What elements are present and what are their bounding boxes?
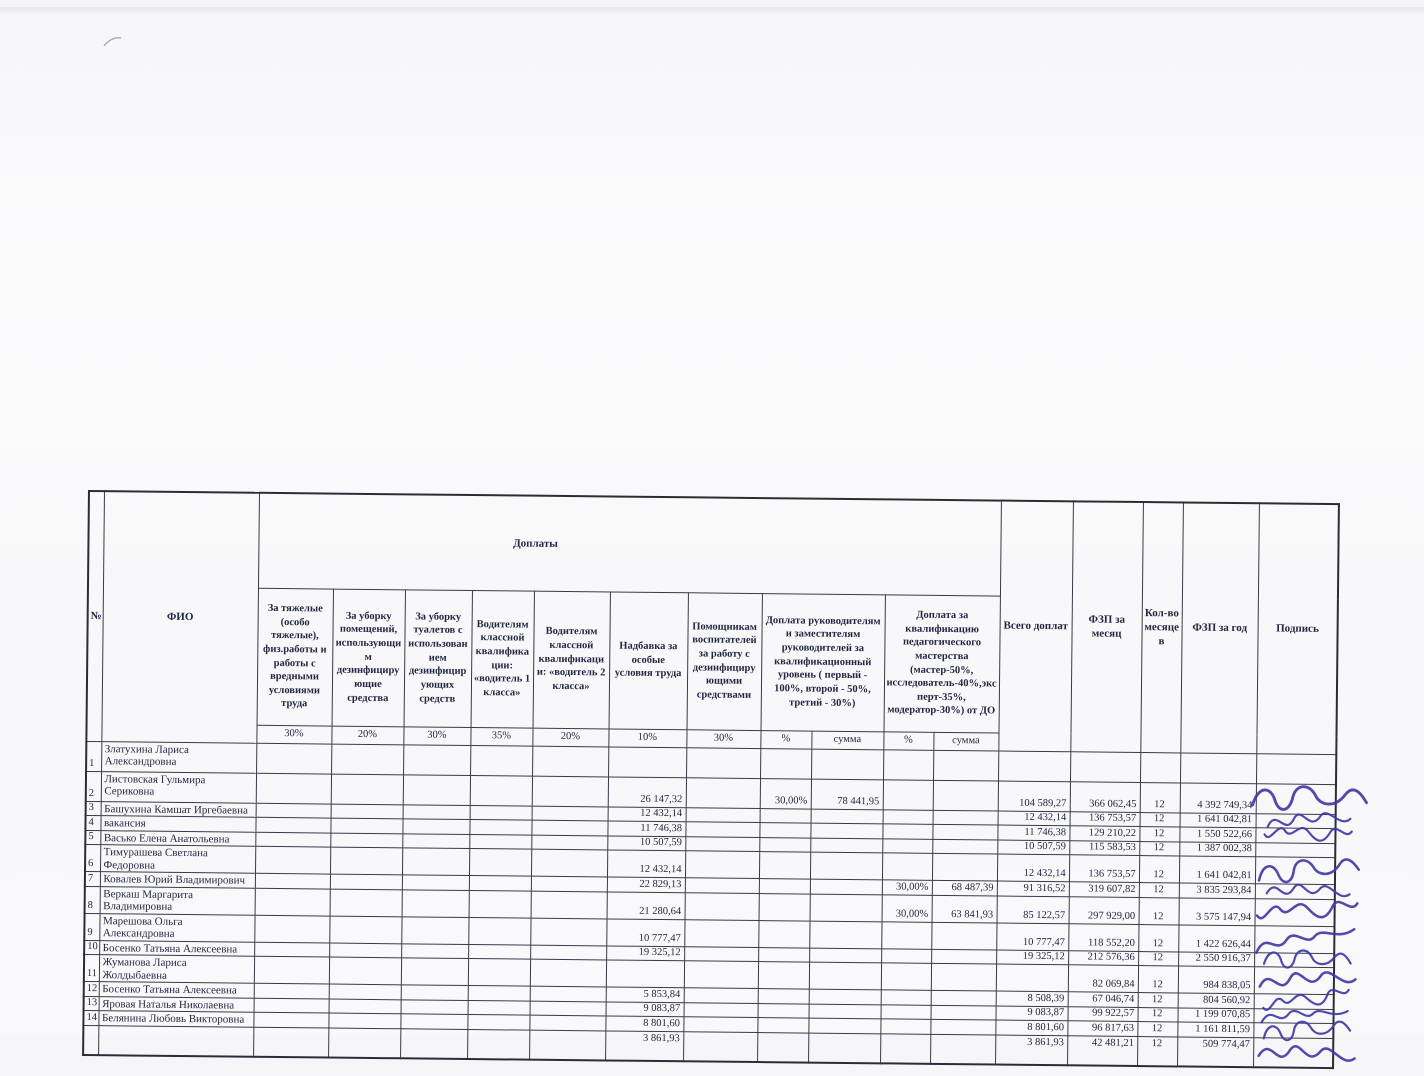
value-cell — [759, 879, 810, 894]
value-cell — [469, 890, 531, 918]
value-cell: 12 — [1139, 841, 1179, 856]
value-cell: 12 — [1140, 812, 1180, 827]
value-cell — [1180, 752, 1256, 783]
value-cell — [683, 1031, 757, 1062]
signature-cell — [1255, 828, 1335, 843]
value-cell: 30,00% — [882, 880, 932, 895]
value-cell — [468, 986, 530, 1001]
row-num: 8 — [85, 886, 100, 913]
value-cell — [254, 983, 329, 998]
row-num: 5 — [85, 830, 100, 845]
value-cell — [530, 1001, 606, 1016]
value-cell — [529, 1015, 605, 1030]
value-cell: 11 746,38 — [997, 825, 1069, 840]
row-num: 13 — [84, 996, 99, 1011]
value-cell: 10 777,47 — [606, 918, 684, 946]
value-cell: 99 922,57 — [1068, 1006, 1138, 1021]
value-cell: 3 861,93 — [995, 1035, 1067, 1066]
value-cell — [256, 743, 331, 774]
value-cell: 319 607,82 — [1069, 882, 1139, 897]
value-cell — [401, 999, 468, 1014]
value-cell: 63 841,93 — [932, 895, 997, 923]
value-cell — [809, 948, 881, 963]
value-cell — [256, 773, 331, 804]
value-cell: 8 508,39 — [996, 991, 1068, 1006]
value-cell — [328, 1013, 400, 1028]
value-cell — [686, 777, 760, 808]
value-cell: 129 210,22 — [1069, 826, 1139, 841]
payroll-table — [82, 490, 1340, 1069]
value-cell — [758, 962, 809, 990]
value-cell: 10 507,59 — [607, 835, 685, 850]
value-cell — [931, 922, 996, 950]
row-name: Веркаш Маргарита Владимировна — [100, 886, 255, 915]
value-cell — [685, 851, 759, 879]
value-cell: 68 487,39 — [932, 880, 997, 895]
header-hard-work: За тяжелые (особо тяжелые), физ.работы и работы с вредными условиями труда — [257, 588, 333, 726]
value-cell — [330, 874, 402, 889]
row-num: 6 — [85, 844, 100, 871]
value-cell — [532, 806, 608, 821]
value-cell — [467, 1015, 529, 1030]
value-cell: 3 835 293,84 — [1179, 883, 1255, 898]
value-cell — [759, 837, 810, 852]
value-cell: 30,00% — [760, 778, 811, 809]
value-cell — [757, 1018, 808, 1033]
value-cell — [758, 1003, 809, 1018]
value-cell — [329, 999, 401, 1014]
pen-mark — [103, 36, 123, 49]
value-cell — [255, 817, 330, 832]
row-num: 3 — [86, 801, 101, 816]
value-cell: 3 575 147,94 — [1179, 897, 1255, 925]
value-cell — [469, 834, 531, 849]
value-cell — [402, 819, 469, 834]
row-num: 7 — [85, 871, 100, 886]
value-cell — [930, 1019, 995, 1034]
percent-header: 10% — [608, 728, 686, 747]
value-cell — [470, 745, 532, 776]
value-cell: 12 — [1138, 951, 1178, 966]
value-cell: 104 589,27 — [998, 781, 1070, 812]
percent-header: % — [883, 731, 933, 750]
value-cell: 30,00% — [882, 894, 932, 922]
row-name: Жуманова Лариса Жолдыбаевна — [99, 955, 254, 984]
row-name: Марешова Ольга Александровна — [99, 913, 254, 942]
value-cell: 5 853,84 — [606, 987, 684, 1002]
value-cell: 12 — [1138, 924, 1178, 951]
value-cell — [810, 879, 882, 894]
row-name: Васько Елена Анатольевна — [100, 830, 255, 846]
value-cell — [809, 962, 881, 990]
value-cell: 12 — [1139, 883, 1179, 898]
value-cell — [331, 744, 403, 775]
row-name: Белянина Любовь Викторовна — [98, 1011, 253, 1027]
value-cell: 366 062,45 — [1070, 781, 1140, 812]
value-cell — [882, 853, 932, 881]
row-num: 14 — [83, 1010, 98, 1025]
value-cell — [684, 988, 758, 1003]
header-months-count: Кол-во месяцев — [1140, 502, 1183, 752]
value-cell: 12 — [1139, 827, 1179, 842]
header-managers-qualification: Доплата руководителям и заместителям руководителей за квалификационный уровень ( первый - 100%, второй - 50%, третий - 30%) — [761, 593, 885, 731]
value-cell — [254, 942, 329, 957]
row-num: 2 — [86, 771, 101, 801]
table-body — [83, 741, 1336, 1068]
value-cell: 11 746,38 — [607, 821, 685, 836]
value-cell — [402, 848, 469, 876]
value-cell — [529, 1030, 605, 1061]
value-cell — [760, 748, 811, 779]
header-fio: ФИО — [101, 491, 259, 743]
value-cell — [531, 849, 607, 877]
header-fzp-month: ФЗП за месяц — [1070, 501, 1143, 752]
value-cell: 8 801,60 — [605, 1016, 683, 1031]
value-cell: 3 861,93 — [605, 1030, 683, 1061]
value-cell: 85 122,57 — [997, 896, 1069, 924]
sum-header: сумма — [933, 732, 998, 751]
value-cell: 12 432,14 — [607, 850, 685, 878]
value-cell — [532, 746, 608, 777]
value-cell: 12 — [1137, 1036, 1177, 1066]
row-num — [83, 1025, 98, 1055]
value-cell — [684, 919, 758, 947]
value-cell — [931, 1005, 996, 1020]
value-cell — [880, 1019, 930, 1034]
row-name: Башухина Камшат Иргебаевна — [101, 801, 256, 817]
value-cell: 297 929,00 — [1069, 896, 1139, 924]
value-cell: 12 432,14 — [997, 854, 1069, 882]
value-cell: 1 422 626,44 — [1178, 924, 1254, 952]
value-cell — [808, 1033, 880, 1064]
value-cell: 12 — [1139, 897, 1179, 924]
percent-header: 35% — [470, 727, 532, 746]
value-cell — [400, 1014, 467, 1029]
value-cell — [467, 1029, 529, 1060]
value-cell — [811, 809, 883, 824]
value-cell — [402, 875, 469, 890]
row-name: Тимурашева Светлана Федоровна — [100, 845, 255, 874]
row-num: 11 — [84, 954, 99, 981]
value-cell — [468, 959, 530, 987]
value-cell — [809, 1004, 881, 1019]
header-total-doplat: Всего доплат — [998, 501, 1073, 752]
percent-header: 20% — [532, 728, 608, 747]
value-cell: 91 316,52 — [997, 881, 1069, 896]
value-cell — [329, 916, 401, 944]
value-cell: 1 387 002,38 — [1179, 841, 1255, 856]
value-cell: 136 753,57 — [1069, 855, 1139, 883]
value-cell — [253, 1012, 328, 1027]
value-cell — [810, 823, 882, 838]
percent-header: 20% — [331, 726, 403, 745]
value-cell — [403, 774, 470, 805]
row-name: Босенко Татьяна Алексеевна — [99, 982, 254, 998]
value-cell — [881, 963, 931, 991]
value-cell — [468, 917, 530, 945]
value-cell: 1 641 042,81 — [1179, 856, 1255, 884]
value-cell: 1 550 522,66 — [1179, 827, 1255, 842]
value-cell — [255, 846, 330, 874]
value-cell — [811, 749, 883, 780]
value-cell — [402, 889, 469, 917]
value-cell — [882, 824, 932, 839]
value-cell — [531, 835, 607, 850]
value-cell — [931, 990, 996, 1005]
value-cell — [685, 892, 759, 920]
value-cell: 10 777,47 — [996, 923, 1068, 951]
row-num: 12 — [84, 981, 99, 996]
value-cell — [403, 744, 470, 775]
value-cell — [401, 943, 468, 958]
row-num: 10 — [84, 940, 99, 955]
value-cell: 136 753,57 — [1070, 811, 1140, 826]
value-cell — [685, 878, 759, 893]
value-cell — [254, 915, 329, 943]
value-cell — [809, 921, 881, 949]
header-driver-class1: Водителям классной квалификации: «водитель 1 класса» — [471, 590, 534, 728]
value-cell — [469, 876, 531, 891]
value-cell: 19 325,12 — [606, 945, 684, 960]
row-name: вакансия — [100, 816, 255, 832]
value-cell — [403, 804, 470, 819]
value-cell — [882, 838, 932, 853]
value-cell: 21 280,64 — [607, 891, 685, 919]
value-cell: 9 083,87 — [606, 1001, 684, 1016]
value-cell — [684, 961, 758, 989]
value-cell — [685, 822, 759, 837]
value-cell — [808, 1018, 880, 1033]
value-cell: 96 817,63 — [1067, 1021, 1137, 1036]
value-cell — [880, 1033, 930, 1064]
value-cell — [759, 852, 810, 880]
value-cell: 12 432,14 — [608, 806, 686, 821]
value-cell — [883, 749, 933, 780]
value-cell — [254, 956, 329, 984]
value-cell — [329, 957, 401, 985]
value-cell: 42 481,21 — [1067, 1035, 1137, 1066]
value-cell — [759, 823, 810, 838]
value-cell — [930, 1034, 995, 1065]
percent-header: 30% — [403, 726, 470, 745]
value-cell — [683, 1017, 757, 1032]
value-cell — [606, 960, 684, 988]
header-driver-class2: Водителям классной квалификации: «водитель 2 класса» — [533, 591, 610, 729]
value-cell — [400, 1028, 467, 1059]
value-cell: 78 441,95 — [811, 779, 883, 810]
value-cell — [329, 943, 401, 958]
value-cell — [329, 984, 401, 999]
value-cell: 82 069,84 — [1068, 965, 1138, 993]
value-cell: 984 838,05 — [1178, 966, 1254, 994]
scan-artifact-band — [0, 7, 1424, 15]
value-cell — [255, 873, 330, 888]
header-fzp-year: ФЗП за год — [1180, 502, 1259, 753]
value-cell — [758, 989, 809, 1004]
sum-header: сумма — [811, 731, 883, 750]
value-cell — [810, 838, 882, 853]
value-cell — [401, 985, 468, 1000]
value-cell: 12 — [1138, 966, 1178, 993]
row-name: Златухина Лариса Александровна — [101, 741, 256, 773]
value-cell — [760, 808, 811, 823]
value-cell — [932, 853, 997, 881]
signature-cell — [1253, 1037, 1333, 1068]
header-pedagogical-mastery: Доплата за квалификацию педагогического мастерства (мастер-50%, исследователь-40%,эксперт-35%, модератор-30%) от ДО — [884, 594, 1001, 732]
row-num: 4 — [85, 815, 100, 830]
value-cell — [881, 948, 931, 963]
value-cell: 212 576,36 — [1068, 950, 1138, 965]
value-cell — [470, 775, 532, 806]
value-cell: 1 641 042,81 — [1180, 812, 1256, 827]
header-special-conditions: Надбавка за особые условия труда — [609, 591, 688, 729]
value-cell — [1070, 751, 1140, 782]
value-cell: 8 801,60 — [995, 1020, 1067, 1035]
value-cell: 12 — [1138, 993, 1178, 1008]
value-cell — [330, 889, 402, 917]
payroll-table-wrap — [82, 490, 1340, 1069]
value-cell — [996, 964, 1068, 992]
value-cell — [468, 944, 530, 959]
value-cell — [932, 824, 997, 839]
value-cell — [402, 833, 469, 848]
value-cell: 26 147,32 — [608, 776, 686, 807]
value-cell: 509 774,47 — [1177, 1036, 1253, 1067]
value-cell — [401, 958, 468, 986]
percent-header: 30% — [256, 725, 331, 744]
value-cell — [933, 810, 998, 825]
value-cell — [330, 818, 402, 833]
value-cell: 12 432,14 — [998, 811, 1070, 826]
value-cell — [470, 805, 532, 820]
value-cell — [468, 1000, 530, 1015]
header-cleaning-toilets: За уборку туалетов с использованием дезинфицирующих средств — [404, 589, 472, 727]
value-cell — [328, 1028, 400, 1059]
value-cell — [759, 893, 810, 921]
value-cell: 19 325,12 — [996, 950, 1068, 965]
value-cell — [758, 947, 809, 962]
value-cell: 118 552,20 — [1068, 923, 1138, 951]
value-cell: 4 392 749,34 — [1180, 782, 1256, 813]
value-cell — [686, 747, 760, 778]
value-cell — [809, 989, 881, 1004]
value-cell — [401, 916, 468, 944]
row-name — [98, 1025, 253, 1057]
value-cell — [254, 998, 329, 1013]
value-cell: 12 — [1137, 1022, 1177, 1037]
value-cell — [531, 891, 607, 919]
value-cell — [530, 918, 606, 946]
value-cell — [881, 990, 931, 1005]
value-cell — [931, 949, 996, 964]
row-name: Яровая Наталья Николаевна — [99, 996, 254, 1012]
value-cell: 67 046,74 — [1068, 992, 1138, 1007]
percent-header: 30% — [686, 729, 760, 748]
value-cell — [330, 847, 402, 875]
value-cell — [530, 986, 606, 1001]
value-cell — [531, 876, 607, 891]
value-cell — [331, 774, 403, 805]
value-cell — [255, 832, 330, 847]
value-cell — [256, 803, 331, 818]
value-cell — [469, 820, 531, 835]
header-no: № — [86, 491, 104, 741]
value-cell — [758, 920, 809, 948]
value-cell — [684, 1002, 758, 1017]
value-cell: 12 — [1139, 856, 1179, 883]
header-cleaning-rooms: За уборку помещений, использующим дезинфицирующие средства — [332, 589, 405, 727]
value-cell: 22 829,13 — [607, 877, 685, 892]
value-cell — [810, 852, 882, 880]
value-cell — [881, 921, 931, 949]
value-cell — [330, 833, 402, 848]
value-cell — [931, 963, 996, 991]
value-cell: 10 507,59 — [997, 840, 1069, 855]
row-num: 1 — [86, 741, 101, 771]
value-cell — [686, 807, 760, 822]
row-name: Ковалев Юрий Владимирович — [100, 872, 255, 888]
value-cell — [998, 751, 1070, 782]
value-cell: 2 550 916,37 — [1178, 951, 1254, 966]
value-cell — [530, 945, 606, 960]
value-cell — [883, 779, 933, 810]
value-cell — [253, 1027, 328, 1058]
value-cell — [608, 746, 686, 777]
value-cell — [1140, 752, 1180, 782]
row-num: 9 — [84, 913, 99, 940]
value-cell — [255, 888, 330, 916]
header-doplaty-group: Доплаты — [258, 493, 1001, 596]
value-cell — [684, 946, 758, 961]
value-cell — [531, 820, 607, 835]
value-cell: 115 583,53 — [1069, 840, 1139, 855]
value-cell — [883, 809, 933, 824]
value-cell — [933, 780, 998, 811]
value-cell: 12 — [1140, 782, 1180, 812]
value-cell — [933, 750, 998, 781]
header-assistants: Помощникам воспитателей за работу с дезинфицирующими средствами — [687, 592, 762, 730]
value-cell — [469, 849, 531, 877]
value-cell — [530, 959, 606, 987]
value-cell — [932, 839, 997, 854]
value-cell — [685, 836, 759, 851]
value-cell: 1 199 070,85 — [1178, 1007, 1254, 1022]
value-cell: 1 161 811,59 — [1177, 1022, 1253, 1037]
value-cell — [532, 776, 608, 807]
percent-header: % — [760, 730, 811, 749]
value-cell: 804 560,92 — [1178, 993, 1254, 1008]
value-cell — [757, 1032, 808, 1063]
row-name: Листовская Гульмира Сериковна — [101, 771, 256, 803]
row-name: Босенко Татьяна Алексеевна — [99, 940, 254, 956]
value-cell — [331, 804, 403, 819]
value-cell: 12 — [1138, 1007, 1178, 1022]
value-cell — [881, 1004, 931, 1019]
value-cell: 9 083,87 — [996, 1006, 1068, 1021]
header-signature: Подпись — [1256, 503, 1339, 754]
value-cell — [810, 894, 882, 922]
